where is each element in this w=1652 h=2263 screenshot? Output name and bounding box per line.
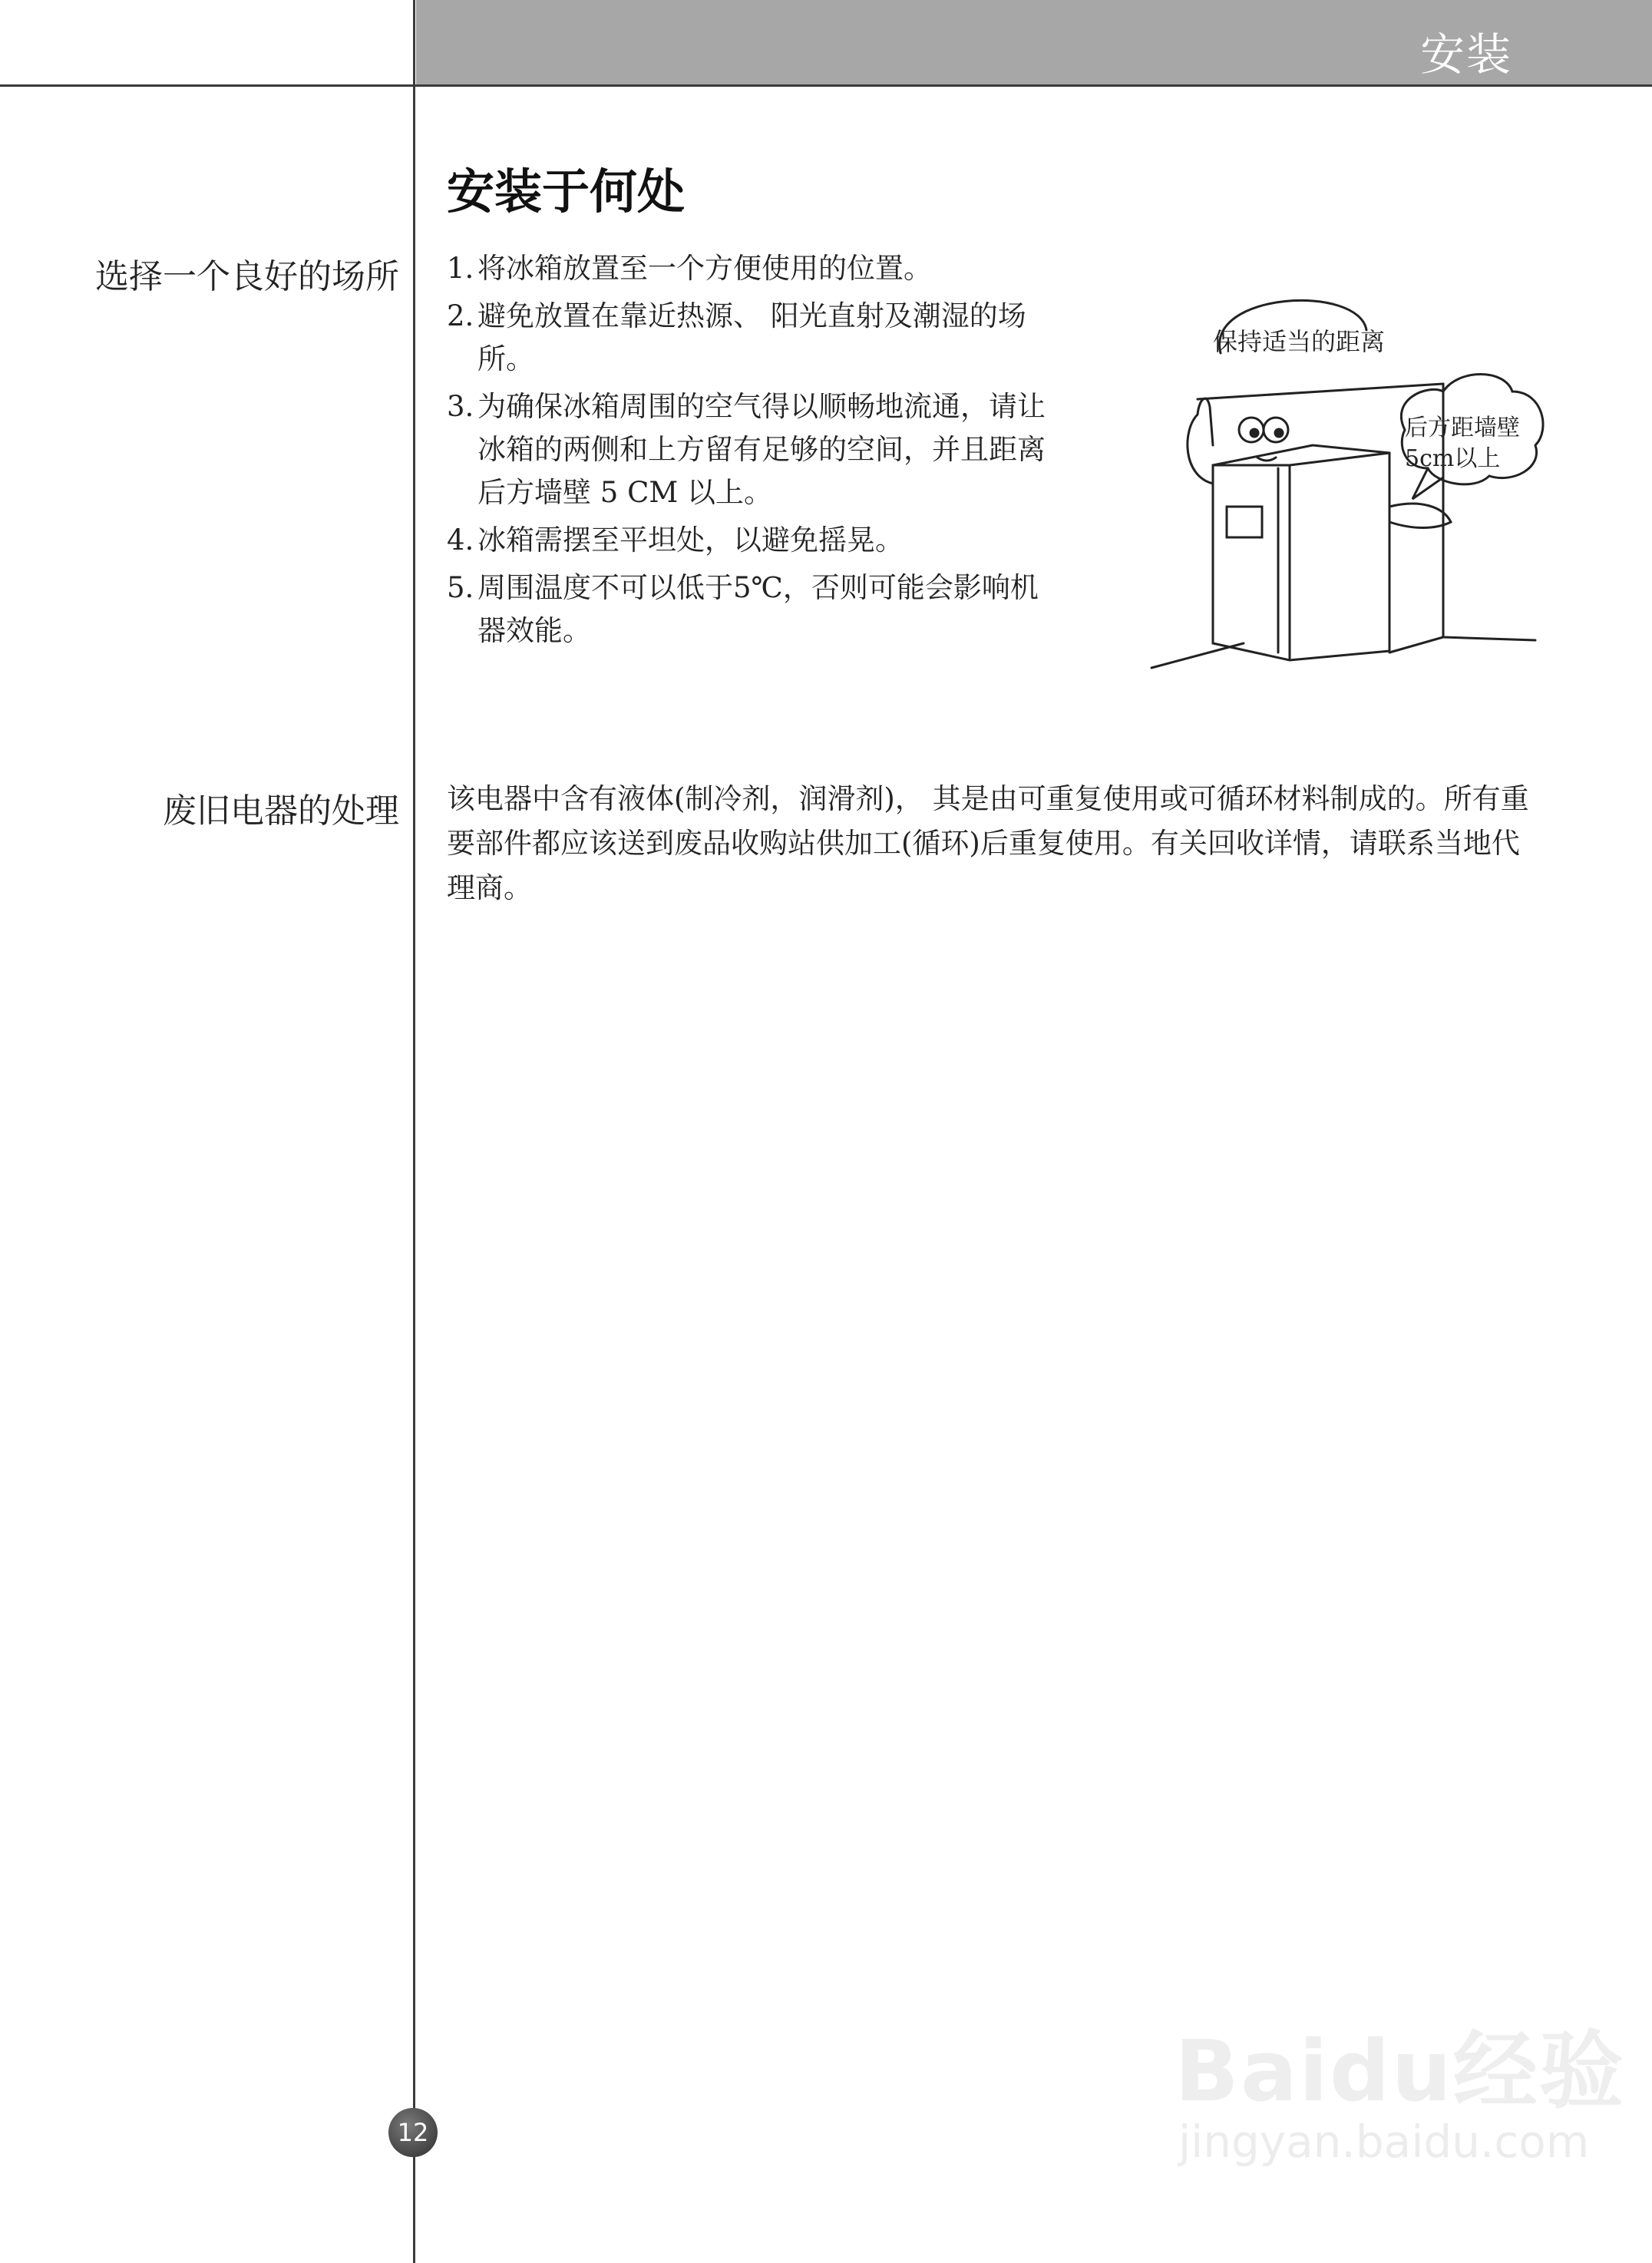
list-item-number: 5. — [447, 571, 474, 604]
list-item-text: 周围温度不可以低于5℃，否则可能会影响机器效能。 — [477, 571, 1039, 647]
section-label-disposal: 废旧电器的处理 — [163, 791, 399, 831]
list-item-text: 避免放置在靠近热源、 阳光直射及潮湿的场所。 — [477, 299, 1026, 375]
page-number: 12 — [388, 2108, 438, 2157]
list-item-number: 4. — [447, 524, 474, 557]
list-item — [447, 567, 1053, 652]
list-item-number: 1. — [447, 252, 474, 285]
refrigerator-illustration — [1136, 276, 1566, 676]
header-rule — [0, 84, 1652, 87]
illustration-label-distance: 保持适当的距离 — [1213, 327, 1386, 356]
watermark-url: jingyan.baidu.com — [1178, 2116, 1590, 2168]
list-item-number: 2. — [447, 299, 474, 332]
list-item — [447, 385, 1053, 514]
list-item — [447, 519, 1053, 562]
disposal-paragraph: 该电器中含有液体(制冷剂，润滑剂)， 其是由可重复使用或可循环材料制成的。所有重要部件都应该送到废品收购站供加工(循环)后重复使用。有关回收详情，请联系当地代理商。 — [447, 782, 1529, 904]
illustration-label-wall: 后方距墙壁5cm以上 — [1405, 415, 1520, 472]
watermark-logo: Baidu经验 — [1175, 2022, 1625, 2120]
header-title: 安装 — [1419, 28, 1512, 81]
list-item-text: 冰箱需摆至平坦处，以避免摇晃。 — [477, 524, 904, 557]
list-item-text: 为确保冰箱周围的空气得以顺畅地流通，请让冰箱的两侧和上方留有足够的空间，并且距离后方墙壁 5 CM 以上。 — [477, 390, 1046, 509]
page-title: 安装于何处 — [447, 164, 686, 220]
list-item — [447, 295, 1053, 381]
header-bar — [416, 0, 1652, 84]
section-label-location: 选择一个良好的场所 — [95, 257, 399, 296]
list-item-text: 将冰箱放置至一个方便使用的位置。 — [477, 252, 932, 285]
list-item-number: 3. — [447, 390, 474, 423]
margin-divider — [413, 0, 415, 2263]
list-item — [447, 247, 1053, 290]
location-list — [447, 247, 1053, 657]
